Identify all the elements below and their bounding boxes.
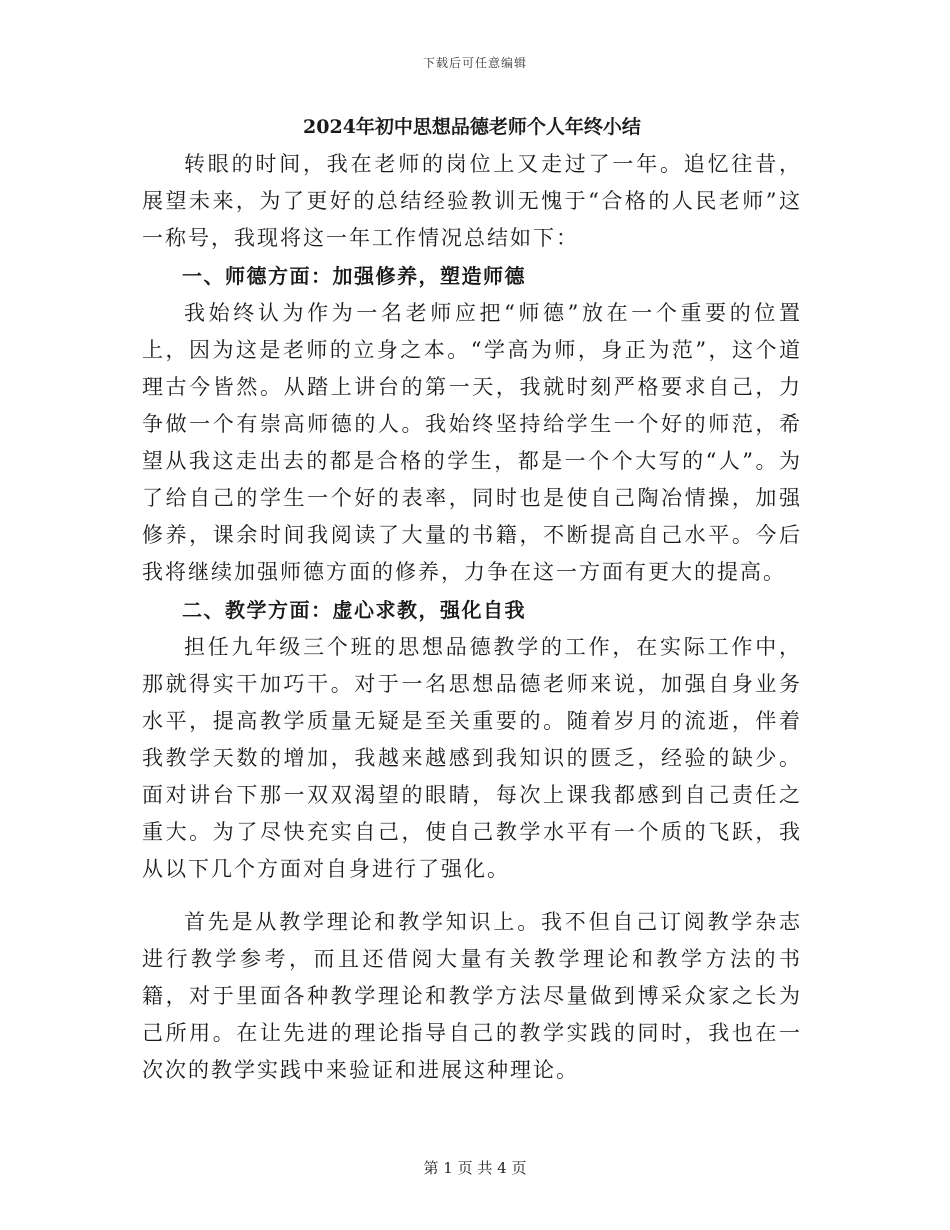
section-2-heading: 二、教学方面：虚心求教，强化自我	[182, 598, 526, 622]
intro-paragraph: 转眼的时间，我在老师的岗位上又走过了一年。追忆往昔，展望未来，为了更好的总结经验教训无愧于“合格的人民老师”这一称号，我现将这一年工作情况总结如下：	[142, 152, 802, 250]
document-body	[142, 112, 802, 1089]
page-header: 下载后可任意编辑	[422, 56, 527, 70]
document-title: 2024年初中思想品德老师个人年终小结	[303, 116, 641, 138]
section-2-paragraph-2: 首先是从教学理论和教学知识上。我不但自己订阅教学杂志进行教学参考，而且还借阅大量有关教学理论和教学方法的书籍，对于里面各种教学理论和教学方法尽量做到博采众家之长为己所用。在让先进的理论指导自己的教学实践的同时，我也在一次次的教学实践中来验证和进展这种理论。	[142, 910, 802, 1082]
section-1-paragraph: 我始终认为作为一名老师应把“师德”放在一个重要的位置上，因为这是老师的立身之本。“学高为师，身正为范”，这个道理古今皆然。从踏上讲台的第一天，我就时刻严格要求自己，力争做一个有崇高师德的人。我始终坚持给学生一个好的师范，希望从我这走出去的都是合格的学生，都是一个个大写的“人”。为了给自己的学生一个好的表率，同时也是使自己陶冶情操，加强修养，课余时间我阅读了大量的书籍，不断提高自己水平。今后我将继续加强师德方面的修养，力争在这一方面有更大的提高。	[142, 301, 802, 584]
section-1-heading: 一、师德方面：加强修养，塑造师德	[182, 264, 526, 288]
page-number: 第 1 页 共 4 页	[423, 1159, 527, 1177]
section-2-paragraph: 担任九年级三个班的思想品德教学的工作，在实际工作中，那就得实干加巧干。对于一名思想品德老师来说，加强自身业务水平，提高教学质量无疑是至关重要的。随着岁月的流逝，伴着我教学天数的增加，我越来越感到我知识的匮乏，经验的缺少。面对讲台下那一双双渴望的眼睛，每次上课我都感到自己责任之重大。为了尽快充实自己，使自己教学水平有一个质的飞跃，我从以下几个方面对自身进行了强化。	[142, 635, 802, 881]
